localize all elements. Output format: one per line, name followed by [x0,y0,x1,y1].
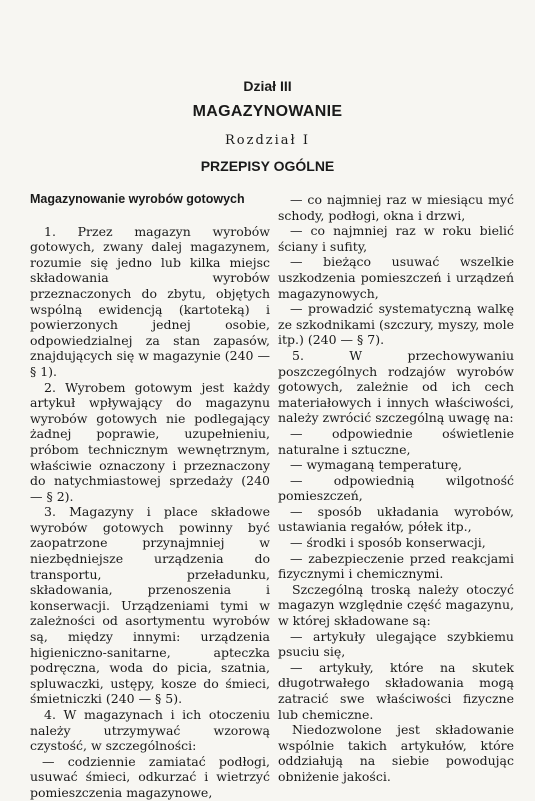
paragraph-text: Niedozwolone jest składowanie wspólnie takich artykułów, które oddziałują na siebie powodując obniżenie jakości. [278,722,514,784]
list-item: — odpowiednią wilgotność pomieszczeń, [278,472,514,504]
list-item: — co najmniej raz w miesiącu myć schody, podłogi, okna i drzwi, [278,192,514,223]
list-item: — odpowiednie oświetlenie naturalne i sztuczne, [278,425,514,457]
list-item: — codziennie zamiatać podłogi, usuwać śmieci, odkurzać i wietrzyć pomieszczenia magazynowe, [30,753,270,800]
list-item: — zabezpieczenie przed reakcjami fizycznymi i chemicznymi. [278,550,514,582]
paragraph-1: 1. Przez magazyn wyrobów gotowych, zwany dalej magazynem, rozumie się jedno lub kilka miejsc składowania wyrobów przeznaczonych do zbytu, objętych wspólną ewidencją (kartoteką) i powierzonych jednej osobie, odpowiedzialnej za stan zapasów, znajdujących się w magazynie (240 — § 1). [30,223,270,379]
chapter-heading: Rozdział I [224,133,311,148]
section-title: MAGAZYNOWANIE [192,103,343,120]
list-item: — prowadzić systematyczną walkę ze szkodnikami (szczury, myszy, mole itp.) (240 — § 7). [278,301,514,348]
paragraph-2: 2. Wyrobem gotowym jest każdy artykuł wpływający do magazynu wyrobów gotowych nie podlegający żadnej poprawie, uzupełnieniu, próbom technicznym wewnętrznym, właściwie oznaczony i przeznaczony do natychmiastowej sprzedaży (240 — § 2). [30,379,270,504]
paragraph-3: 3. Magazyny i place składowe wyrobów gotowych powinny być zaopatrzone przynajmniej w niezbędniejsze urządzenia do transportu, przeładunku, składowania, przenoszenia i konserwacji. Urządzeniami tymi w zależności od asortymentu wyrobów są, między innymi: urządzenia higieniczno-sanitarne, apteczka podręczna, woda do picia, szatnia, spluwaczki, ustępy, kosze do śmieci, śmietniczki (240 — § 5). [30,504,270,707]
paragraph-text: Szczególną troską należy otoczyć magazyn względnie część magazynu, w której składowane są: [278,581,514,629]
list-item: — środki i sposób konserwacji, [290,535,486,551]
division-heading: Dział III [243,78,292,94]
list-item: — sposób układania wyrobów, ustawiania regałów, półek itp., [278,503,514,535]
list-item: — co najmniej raz w roku bielić ściany i sufity, [278,223,514,254]
list-item: — bieżąco usuwać wszelkie uszkodzenia pomieszczeń i urządzeń magazynowych, [278,254,514,301]
paragraph-4: 4. W magazynach i ich otoczeniu należy utrzymywać wzorową czystość, w szczególności: [30,707,270,754]
right-column [278,192,514,785]
list-item: — artykuły, które na skutek długotrwałego składowania mogą zatracić swe właściwości fizyczne lub chemiczne. [278,659,514,722]
list-item: — wymaganą temperaturę, [290,457,462,473]
list-item: — artykuły ulegające szybkiemu psuciu się, [278,628,514,660]
chapter-title: PRZEPISY OGÓLNE [200,158,335,174]
column-heading: Magazynowanie wyrobów gotowych [30,192,245,206]
paragraph-5: 5. W przechowywaniu poszczególnych rodzajów wyrobów gotowych, zależnie od ich cech materiałowych i innych właściwości, należy zwrócić szczególną uwagę na: [278,347,514,426]
left-column [30,192,270,801]
